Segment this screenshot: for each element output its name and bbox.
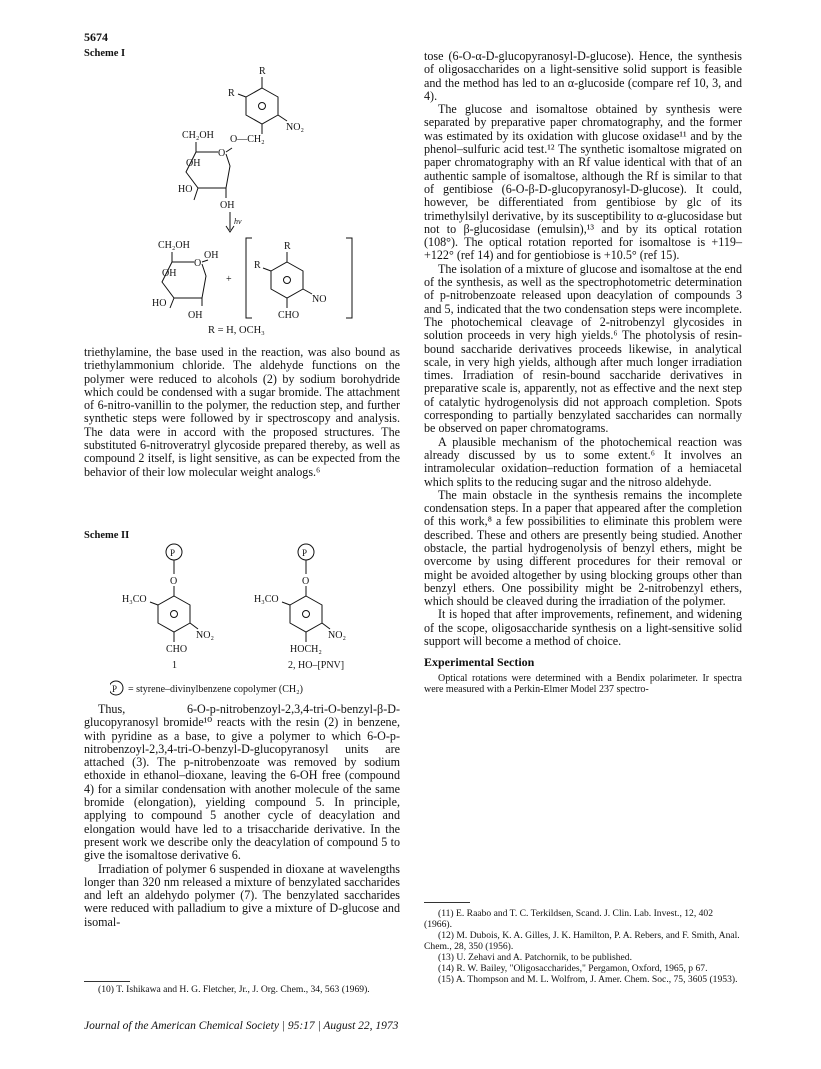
scheme1-r-left: R bbox=[228, 88, 235, 99]
scheme2-p-2: P bbox=[302, 548, 308, 558]
scheme2-o-1: O bbox=[170, 576, 178, 587]
scheme-2-structure bbox=[110, 540, 370, 702]
scheme2-cho: CHO bbox=[166, 644, 188, 655]
left-column-top bbox=[84, 346, 400, 479]
scheme-1-structure bbox=[150, 62, 380, 352]
scheme2-copolymer: = styrene–divinylbenzene copolymer (CH₂) bbox=[128, 684, 303, 695]
scheme1-ch2oh-top: CH₂OH bbox=[182, 130, 214, 141]
scheme1-r-bracket-top: R bbox=[284, 241, 291, 252]
scheme1-cho: CHO bbox=[278, 310, 300, 321]
experimental-section-heading: Experimental Section bbox=[424, 655, 535, 670]
right-footnotes bbox=[424, 908, 742, 985]
scheme1-oh-bottom-bottom: OH bbox=[188, 310, 203, 321]
scheme1-oh-ring-top: OH bbox=[186, 158, 201, 169]
left-footnote-rule bbox=[84, 981, 130, 982]
compound-1-label: 1 bbox=[172, 660, 177, 671]
footnote-13: (13) U. Zehavi and A. Patchornik, to be published. bbox=[438, 952, 632, 963]
scheme1-ring-o-bottom: O bbox=[194, 258, 202, 269]
right-paragraph-5: The main obstacle in the synthesis remains the incomplete condensation steps. In a paper that appeared after the completion of this work,⁸ a few possibilities to eliminate this problem were described. These and others are presently being studied. Another obstacle, the partial hydrogenolysis of benzyl ethers, might be overcome by using different procedures for their removal or might be avoided altogether by using blocking groups other than benzyl ethers. One possibility might be 2-nitrobenzyl ethers, which should be cleaved during the irradiation of the polymer. bbox=[424, 487, 742, 609]
scheme2-hoch2: HOCH₂ bbox=[290, 644, 322, 655]
scheme2-p-1: P bbox=[170, 548, 176, 558]
scheme1-plus: + bbox=[226, 274, 232, 285]
scheme1-oh-anomeric: OH bbox=[204, 250, 219, 261]
scheme1-oh-bottom-top: OH bbox=[220, 200, 235, 211]
experimental-section-text: Optical rotations were determined with a Bendix polarimeter. Ir spectra were measured with a Perkin-Elmer Model 237 spectro- bbox=[424, 672, 742, 696]
right-paragraph-4: A plausible mechanism of the photochemical reaction was already discussed by us to some extent.⁶ It involves an intramolecular oxidation–reduction formation of a hemiacetal which splits to the reducing sugar and the nitroso aldehyde. bbox=[424, 434, 742, 489]
right-footnote-rule bbox=[424, 902, 470, 903]
right-paragraph-6: It is hoped that after improvements, refinement, and widening of the scope, oligosaccharide synthesis on a light-sensitive solid support will become a method of choice. bbox=[424, 607, 742, 649]
left-paragraph-2: Thus, 6-O-p-nitrobenzoyl-2,3,4-tri-O-benzyl-β-D-glucopyranosyl bromide¹⁰ reacts with the resin (2) in benzene, with pyridine as a base, to give a polymer to which 6-O-p-nitrobenzoyl-2,3,4-tri-O-benzyl-D-glucopyranosyl units are attached (3). The p-nitrobenzoate was removed by sodium ethoxide in ethanol–dioxane, leaving the 6-OH free (compound 4) for a similar condensation with another molecule of the same bromide (elongation), yielding compound 5. In principle, applying to compound 5 another cycle of deacylation and elongation would have led to a trisaccharide derivative. In the present work we describe only the deacylation of compound 5 to give the isomaltose derivative 6. bbox=[84, 702, 400, 863]
scheme1-no: NO bbox=[312, 294, 327, 305]
scheme1-no2-top: NO₂ bbox=[286, 122, 304, 133]
compound-2-label: 2, HO–[PNV] bbox=[288, 660, 345, 671]
scheme1-o-ch2: O—CH₂ bbox=[230, 134, 265, 145]
scheme1-ho-bottom: HO bbox=[152, 298, 167, 309]
footnote-12: (12) M. Dubois, K. A. Gilles, J. K. Hamilton, P. A. Rebers, and F. Smith, Anal. Chem., 28, 350 (1956). bbox=[424, 930, 740, 952]
scheme-1-r-definition: R = H, OCH₃ bbox=[208, 325, 265, 336]
footnote-15: (15) A. Thompson and M. L. Wolfrom, J. Amer. Chem. Soc., 75, 3605 (1953). bbox=[438, 974, 738, 985]
scheme1-ho-top: HO bbox=[178, 184, 193, 195]
left-footnotes bbox=[84, 984, 400, 995]
scheme2-o-2: O bbox=[302, 576, 310, 587]
scheme2-no2-1: NO₂ bbox=[196, 630, 214, 641]
right-paragraph-3: The isolation of a mixture of glucose and isomaltose at the end of the synthesis, as well as the spectrophotometric determination of p-nitrobenzoate released upon deacylation of compounds 3 and 5, indicated that the two condensation steps were incomplete. The photochemical cleavage of 2-nitrobenzyl glycosides in solution proceeds in very high yields.⁶ The photolysis of resin-bound saccharide derivatives proceeds likewise, in analytical scale, in very high yields, although after much longer irradiation times. Irradiation of resin-bound saccharide derivatives in preparative scale is, apparently, not as effective and the next step of catalytic hydrogenolysis did not approach completion. Spots corresponding to partially benzylated saccharides can normally be observed on paper chromatograms. bbox=[424, 261, 742, 436]
left-paragraph-1: triethylamine, the base used in the reaction, was also bound as triethylammonium chloride. The aldehyde functions on the polymer were reduced to alcohols (2) by sodium borohydride which could be condensed with a sugar bromide. The attachment of 6-nitro-vanillin to the polymer, the reduction step, and further synthetic steps were followed by ir spectroscopy and analysis. The data were in accord with the proposed structures. The substituted 6-nitroveratryl glycoside prepared thereby, as well as compound 2 itself, is light sensitive, as can be expected from the behavior of their low molecular weight analogs.⁶ bbox=[84, 345, 400, 479]
scheme1-oh-ring-bottom: OH bbox=[162, 268, 177, 279]
journal-footer: Journal of the American Chemical Society | 95:17 | August 22, 1973 bbox=[84, 1020, 399, 1032]
scheme-1-label: Scheme I bbox=[84, 48, 126, 59]
scheme1-hv: hν bbox=[234, 217, 242, 226]
page-number: 5674 bbox=[84, 30, 108, 44]
right-paragraph-2: The glucose and isomaltose obtained by synthesis were separated by preparative paper chromatography, and the former was estimated by its oxidation with glucose oxidase¹¹ and by the phenol–sulfuric acid test.¹² The synthetic isomaltose migrated on paper chromatography with an Rf value identical with that of an authentic sample of isomaltose, although the Rf is similar to that of gentibiose (6-O-β-D-glucopyranosyl-D-glucose). It could, however, be differentiated from gentibiose by glc of its trimethylsilyl derivative, by its susceptibility to α-glucosidase but not to β-glucosidase (emulsin),¹³ and by its optical rotation (108°). The optical rotation reported for isomaltose is +119–+122° (ref 14) and for gentiobiose is +10.5° (ref 15). bbox=[424, 102, 742, 263]
footnote-14: (14) R. W. Bailey, "Oligosaccharides," Pergamon, Oxford, 1965, p 67. bbox=[438, 963, 708, 974]
scheme1-ring-o-top: O bbox=[218, 148, 226, 159]
left-paragraph-3: Irradiation of polymer 6 suspended in dioxane at wavelengths longer than 320 nm released a mixture of benzylated saccharides and left an aldehydo polymer (7). The benzylated saccharides were reduced with palladium to give a mixture of D-glucose and isomal- bbox=[84, 861, 400, 929]
scheme1-r-top: R bbox=[259, 66, 266, 77]
right-paragraph-1: tose (6-O-α-D-glucopyranosyl-D-glucose). Hence, the synthesis of oligosaccharides on a light-sensitive solid support is feasible and the method has led to an α-glucoside (compare ref 10, 3, and 4). bbox=[424, 49, 742, 103]
scheme2-h3co-1: H₃CO bbox=[122, 594, 147, 605]
scheme1-ch2oh-bottom: CH₂OH bbox=[158, 240, 190, 251]
footnote-10: (10) T. Ishikawa and H. G. Fletcher, Jr., J. Org. Chem., 34, 563 (1969). bbox=[98, 984, 370, 995]
footnote-11: (11) E. Raabo and T. C. Terkildsen, Scand. J. Clin. Lab. Invest., 12, 402 (1966). bbox=[424, 908, 714, 930]
scheme1-r-bracket-left: R bbox=[254, 260, 261, 271]
left-column-bottom bbox=[84, 703, 400, 929]
scheme-2-label: Scheme II bbox=[84, 530, 130, 541]
scheme2-p-legend: P bbox=[112, 684, 118, 694]
scheme2-h3co-2: H₃CO bbox=[254, 594, 279, 605]
right-column bbox=[424, 50, 742, 696]
scheme2-no2-2: NO₂ bbox=[328, 630, 346, 641]
